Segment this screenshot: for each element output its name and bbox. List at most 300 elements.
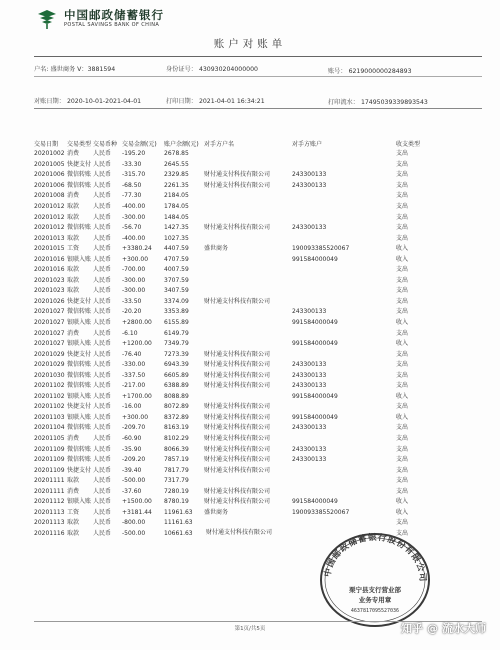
cell-counterparty-account xyxy=(292,349,396,360)
cell-balance: 4707.59 xyxy=(164,255,189,263)
cell-currency: 人民币 xyxy=(93,171,112,179)
cell-type: 微信转账 xyxy=(67,181,92,189)
cell-balance: 6149.79 xyxy=(164,329,189,337)
cell-date: 20201023 xyxy=(34,276,65,284)
cell-amount: -33.30 xyxy=(122,160,142,168)
cell-counterparty: 盛世商务 xyxy=(204,508,229,516)
cell-counterparty xyxy=(204,339,292,350)
cell-counterparty: 财付通支付科技有限公司 xyxy=(204,361,271,369)
cell-counterparty-account xyxy=(292,487,396,498)
cell-date: 20201112 xyxy=(34,498,65,506)
cell-type: 微信转账 xyxy=(67,171,92,179)
cell-currency: 人民币 xyxy=(93,245,112,253)
cell-counterparty: 财付通支付科技有限公司 xyxy=(204,371,271,379)
cell-type: 微信转账 xyxy=(67,424,92,432)
table-row xyxy=(34,181,430,192)
cell-currency: 人民币 xyxy=(93,150,112,158)
cell-income-type: 支出 xyxy=(396,487,409,495)
cell-balance: 1784.05 xyxy=(164,203,189,210)
watermark-author: 流水大师 xyxy=(442,622,486,635)
cell-amount: -300.00 xyxy=(122,287,146,295)
cell-date: 20201002 xyxy=(34,150,65,158)
table-row xyxy=(34,254,430,265)
cell-currency: 人民币 xyxy=(93,287,112,295)
cell-amount: -500.00 xyxy=(122,529,146,537)
cell-income-type: 支出 xyxy=(396,171,409,179)
cell-type: 消费 xyxy=(67,487,80,495)
table-row xyxy=(34,497,430,508)
cell-counterparty-account: 243300133 xyxy=(292,445,327,453)
cell-type: 微信转账 xyxy=(67,361,92,369)
table-row xyxy=(34,244,430,255)
cell-currency: 人民币 xyxy=(93,319,112,327)
cell-balance: 7280.19 xyxy=(164,487,189,495)
cell-amount: -60.90 xyxy=(122,435,142,443)
cell-type: 消费 xyxy=(67,329,80,337)
table-row xyxy=(34,265,430,276)
cell-amount: -217.00 xyxy=(122,382,146,390)
table-row xyxy=(34,413,430,424)
cell-currency: 人民币 xyxy=(93,413,112,421)
cell-amount: -6.10 xyxy=(122,329,138,337)
cell-counterparty-account xyxy=(292,160,396,171)
cell-amount: -209.70 xyxy=(122,424,146,432)
cell-amount: +300.00 xyxy=(122,255,149,263)
cell-income-type: 收入 xyxy=(396,392,409,400)
cell-amount: -33.50 xyxy=(122,297,142,305)
cell-counterparty-account xyxy=(292,286,396,297)
cell-counterparty xyxy=(204,233,292,244)
cell-counterparty-account xyxy=(292,328,396,339)
table-row xyxy=(34,465,430,476)
cell-date: 20201111 xyxy=(34,477,65,485)
statement-period: 对账日期： 2020-10-01-2021-04-01 xyxy=(34,98,142,105)
cell-counterparty-account xyxy=(292,276,396,287)
account-number: 账号： 6219000000284893 xyxy=(328,68,412,75)
cell-income-type: 支出 xyxy=(396,456,409,464)
cell-currency: 人民币 xyxy=(93,508,112,516)
cell-currency: 人民币 xyxy=(93,424,112,432)
cell-balance: 4407.59 xyxy=(164,245,189,253)
cell-counterparty-account: 991584000049 xyxy=(292,319,338,327)
cell-currency: 人民币 xyxy=(93,255,112,263)
cell-date: 20201109 xyxy=(34,445,65,453)
cell-type: 快捷支付 xyxy=(67,403,92,411)
cell-type: 微信转账 xyxy=(67,371,92,379)
cell-counterparty-account xyxy=(292,465,396,476)
cell-date: 20201006 xyxy=(34,171,65,179)
cell-currency: 人民币 xyxy=(93,266,112,274)
cell-type: 取款 xyxy=(67,266,80,274)
cell-income-type: 支出 xyxy=(396,466,409,474)
col-balance: 账户余额(元) xyxy=(164,141,199,148)
cell-type: 消费 xyxy=(67,192,80,200)
cell-counterparty-account xyxy=(292,149,396,160)
cell-date: 20201012 xyxy=(34,203,65,210)
cell-counterparty-account xyxy=(292,476,396,487)
cell-balance: 8072.89 xyxy=(164,403,189,411)
table-row xyxy=(34,286,430,297)
cell-date: 20201111 xyxy=(34,487,65,495)
cell-currency: 人民币 xyxy=(93,329,112,337)
table-row xyxy=(34,476,430,487)
cell-amount: -56.70 xyxy=(122,224,142,232)
cell-type: 取款 xyxy=(67,276,80,284)
cell-type: 银联入账 xyxy=(67,413,92,421)
cell-amount: -37.60 xyxy=(122,487,142,495)
cell-date: 20201030 xyxy=(34,371,65,379)
cell-date: 20201027 xyxy=(34,329,65,337)
cell-date: 20201008 xyxy=(34,192,65,200)
cell-income-type: 支出 xyxy=(396,529,409,537)
cell-currency: 人民币 xyxy=(93,445,112,453)
cell-balance: 1027.35 xyxy=(164,234,189,242)
cell-amount: +3181.44 xyxy=(122,508,152,516)
cell-income-type: 支出 xyxy=(396,424,409,432)
watermark-site: 知乎 xyxy=(401,622,423,635)
cell-date: 20201102 xyxy=(34,382,65,390)
cell-currency: 人民币 xyxy=(93,224,112,232)
cell-amount: -76.40 xyxy=(122,350,142,358)
cell-currency: 人民币 xyxy=(93,456,112,464)
cell-counterparty-account: 991584000049 xyxy=(292,255,338,263)
cell-counterparty-account: 243300133 xyxy=(292,224,327,232)
cell-date: 20201012 xyxy=(34,213,65,221)
transaction-table xyxy=(34,138,430,539)
cell-counterparty: 财付通支付科技有限公司 xyxy=(204,435,271,443)
cell-income-type: 收入 xyxy=(396,319,409,327)
cell-counterparty: 财付通支付科技有限公司 xyxy=(204,466,271,474)
cell-date: 20201113 xyxy=(34,519,65,527)
cell-balance: 7349.79 xyxy=(164,340,189,348)
col-counterparty-account: 对手方账户 xyxy=(292,141,323,148)
cell-balance: 2645.55 xyxy=(164,160,189,168)
cell-date: 20201029 xyxy=(34,350,65,358)
table-row xyxy=(34,370,430,381)
cell-type: 取款 xyxy=(67,213,80,221)
table-row xyxy=(34,339,430,350)
cell-currency: 人民币 xyxy=(93,308,112,316)
cell-date: 20201027 xyxy=(34,308,65,316)
cell-income-type: 收入 xyxy=(396,245,409,253)
cell-income-type: 支出 xyxy=(396,382,409,390)
table-row xyxy=(34,508,430,519)
title-divider xyxy=(34,56,482,57)
cell-income-type: 支出 xyxy=(396,445,409,453)
seal-stamp-icon xyxy=(316,528,434,628)
cell-income-type: 支出 xyxy=(396,224,409,232)
cell-balance: 1427.35 xyxy=(164,224,189,232)
cell-date: 20201109 xyxy=(34,466,65,474)
table-row xyxy=(34,328,430,339)
cell-income-type: 支出 xyxy=(396,477,409,485)
cell-type: 取款 xyxy=(67,287,80,295)
cell-counterparty-account xyxy=(292,212,396,223)
cell-type: 微信转账 xyxy=(67,456,92,464)
cell-amount: +3380.24 xyxy=(122,245,152,253)
cell-amount: -39.40 xyxy=(122,466,142,474)
cell-type: 快捷支付 xyxy=(67,350,92,358)
cell-income-type: 支出 xyxy=(396,234,409,242)
cell-income-type: 支出 xyxy=(396,203,409,210)
seal-ring-text: 中国邮政储蓄银行股份有限公司 xyxy=(322,532,428,583)
cell-counterparty xyxy=(204,286,292,297)
cell-type: 银联入账 xyxy=(67,498,92,506)
cell-date: 20201015 xyxy=(34,245,65,253)
cell-currency: 人民币 xyxy=(93,213,112,221)
cell-date: 20201026 xyxy=(34,297,65,305)
svg-text:中国邮政储蓄银行股份有限公司 xyxy=(322,532,428,583)
cell-counterparty: 财付通支付科技有限公司 xyxy=(204,350,271,358)
cell-income-type: 收入 xyxy=(396,255,409,263)
cell-amount: -330.00 xyxy=(122,361,146,369)
cell-amount: -77.30 xyxy=(122,192,142,200)
table-row xyxy=(34,455,430,466)
cell-type: 银联入账 xyxy=(67,392,92,400)
cell-date: 20201012 xyxy=(34,224,65,232)
cell-counterparty-account: 190093385520067 xyxy=(292,508,350,516)
bank-name-cn: 中国邮政储蓄银行 xyxy=(64,8,164,22)
cell-counterparty xyxy=(204,254,292,265)
cell-amount: -20.20 xyxy=(122,308,142,316)
cell-counterparty: 财付通支付科技有限公司 xyxy=(204,445,271,453)
cell-balance: 2329.85 xyxy=(164,171,189,179)
cell-counterparty xyxy=(204,307,292,318)
cell-balance: 3707.59 xyxy=(164,276,189,284)
cell-income-type: 支出 xyxy=(396,519,409,527)
seal-line2: 业务专用章 xyxy=(358,596,392,604)
cell-balance: 11161.63 xyxy=(164,519,193,527)
cell-date: 20201109 xyxy=(34,456,65,464)
cell-income-type: 支出 xyxy=(396,160,409,168)
cell-counterparty-account: 243300133 xyxy=(292,181,327,189)
cell-counterparty xyxy=(204,318,292,329)
table-row xyxy=(34,487,430,498)
transaction-rows xyxy=(34,149,430,539)
seal-line1: 栗宁县支行营业部 xyxy=(349,586,401,594)
cell-counterparty: 财付通支付科技有限公司 xyxy=(204,456,271,464)
cell-counterparty-account: 991584000049 xyxy=(292,413,338,421)
table-row xyxy=(34,434,430,445)
cell-balance: 8372.89 xyxy=(164,413,189,421)
cell-date: 20201013 xyxy=(34,234,65,242)
cell-counterparty: 财付通支付科技有限公司 xyxy=(204,487,271,495)
cell-counterparty-account: 991584000049 xyxy=(292,392,338,400)
table-row xyxy=(34,149,430,160)
cell-amount: -500.00 xyxy=(122,477,146,485)
table-row xyxy=(34,444,430,455)
cell-amount: +1200.00 xyxy=(122,340,152,348)
cell-counterparty-account: 243300133 xyxy=(292,456,327,464)
table-row xyxy=(34,392,430,403)
cell-currency: 人民币 xyxy=(93,350,112,358)
cell-type: 取款 xyxy=(67,203,80,210)
table-row xyxy=(34,212,430,223)
cell-balance: 10661.63 xyxy=(164,529,193,537)
document-title: 账户对账单 xyxy=(213,38,287,50)
cell-counterparty-account: 243300133 xyxy=(292,361,327,369)
cell-amount: -315.70 xyxy=(122,171,146,179)
cell-balance: 7273.39 xyxy=(164,350,189,358)
col-currency: 交易币种 xyxy=(93,141,118,148)
cell-income-type: 支出 xyxy=(396,403,409,411)
cell-counterparty-account xyxy=(292,265,396,276)
cell-income-type: 收入 xyxy=(396,508,409,516)
table-row xyxy=(34,360,430,371)
cell-date: 20201113 xyxy=(34,508,65,516)
account-name: 户名: 盛世商务 V：3881594 xyxy=(34,66,116,73)
cell-balance: 8163.19 xyxy=(164,424,189,432)
cell-counterparty: 盛世商务 xyxy=(204,245,229,253)
cell-type: 取款 xyxy=(67,529,80,537)
cell-balance: 7857.19 xyxy=(164,456,189,464)
cell-date: 20201005 xyxy=(34,160,65,168)
cell-type: 消费 xyxy=(67,435,80,443)
cell-income-type: 收入 xyxy=(396,413,409,421)
cell-balance: 3374.09 xyxy=(164,297,189,305)
cell-amount: -337.50 xyxy=(122,371,146,379)
cell-amount: -300.00 xyxy=(122,276,146,284)
cell-currency: 人民币 xyxy=(93,234,112,242)
cell-date: 20201016 xyxy=(34,266,65,274)
cell-currency: 人民币 xyxy=(93,160,112,168)
cell-date: 20201027 xyxy=(34,340,65,348)
table-row xyxy=(34,223,430,234)
cell-amount: -195.20 xyxy=(122,150,146,158)
cell-counterparty-account: 991584000049 xyxy=(292,498,338,506)
cell-date: 20201102 xyxy=(34,392,65,400)
cell-date: 20201029 xyxy=(34,361,65,369)
cell-currency: 人民币 xyxy=(93,276,112,284)
cell-date: 20201016 xyxy=(34,255,65,263)
table-row xyxy=(34,202,430,213)
cell-type: 快捷支付 xyxy=(67,466,92,474)
cell-currency: 人民币 xyxy=(93,382,112,390)
cell-counterparty xyxy=(204,276,292,287)
cell-date: 20201102 xyxy=(34,403,65,411)
cell-currency: 人民币 xyxy=(93,340,112,348)
cell-amount: -700.00 xyxy=(122,266,146,274)
id-number: 身份证号： 430930204000000 xyxy=(166,66,258,73)
cell-income-type: 支出 xyxy=(396,192,409,200)
cell-type: 微信转账 xyxy=(67,382,92,390)
cell-counterparty-account: 991584000049 xyxy=(292,340,338,348)
cell-type: 工资 xyxy=(67,508,80,516)
col-counterparty: 对手方户名 xyxy=(204,141,235,148)
cell-balance: 2184.05 xyxy=(164,192,189,200)
table-row xyxy=(34,160,430,171)
cell-type: 银联入账 xyxy=(67,255,92,263)
cell-counterparty-account: 243300133 xyxy=(292,382,327,390)
cell-amount: +300.00 xyxy=(122,413,149,421)
cell-counterparty-account xyxy=(292,402,396,413)
cell-counterparty: 财付通支付科技有限公司 xyxy=(204,498,271,506)
cell-balance: 8102.29 xyxy=(164,435,189,443)
cell-currency: 人民币 xyxy=(93,392,112,400)
cell-type: 银联入账 xyxy=(67,340,92,348)
cell-type: 快捷支付 xyxy=(67,297,92,305)
cell-counterparty-account: 243300133 xyxy=(292,424,327,432)
cell-type: 微信转账 xyxy=(67,224,92,232)
cell-counterparty-account xyxy=(292,434,396,445)
cell-balance: 8066.39 xyxy=(164,445,189,453)
cell-balance: 6605.89 xyxy=(164,371,189,379)
watermark xyxy=(401,620,486,636)
cell-counterparty: 财付通支付科技有限公司 xyxy=(204,297,271,305)
cell-currency: 人民币 xyxy=(93,487,112,495)
cell-amount: -35.90 xyxy=(122,445,142,453)
cell-type: 银联入账 xyxy=(67,319,92,327)
cell-counterparty-account: 190093385520067 xyxy=(292,245,350,253)
cell-counterparty-account xyxy=(292,233,396,244)
cell-amount: -400.00 xyxy=(122,234,146,242)
cell-income-type: 支出 xyxy=(396,308,409,316)
cell-type: 取款 xyxy=(67,234,80,242)
cell-balance: 11961.63 xyxy=(164,508,193,516)
cell-counterparty xyxy=(204,149,292,160)
table-row xyxy=(34,381,430,392)
bank-logo xyxy=(36,8,164,30)
cell-counterparty-account: 243300133 xyxy=(292,308,327,316)
cell-counterparty: 财付通支付科技有限公司 xyxy=(204,171,271,179)
table-row xyxy=(34,423,430,434)
cell-income-type: 支出 xyxy=(396,371,409,379)
cell-income-type: 支出 xyxy=(396,276,409,284)
cell-income-type: 支出 xyxy=(396,266,409,274)
cell-date: 20201103 xyxy=(34,413,65,421)
cell-type: 微信转账 xyxy=(67,445,92,453)
cell-counterparty xyxy=(204,160,292,171)
info-divider-2 xyxy=(34,108,482,109)
cell-currency: 人民币 xyxy=(93,529,112,537)
cell-amount: -400.00 xyxy=(122,203,146,210)
cell-currency: 人民币 xyxy=(93,477,112,485)
cell-currency: 人民币 xyxy=(93,466,112,474)
cell-counterparty: 财付通支付科技有限公司 xyxy=(204,382,271,390)
cell-currency: 人民币 xyxy=(93,403,112,411)
cell-currency: 人民币 xyxy=(93,297,112,305)
cell-currency: 人民币 xyxy=(93,371,112,379)
cell-counterparty: 财付通支付科技有限公司 xyxy=(204,413,271,421)
cell-amount: -68.50 xyxy=(122,181,142,189)
cell-balance: 8088.89 xyxy=(164,392,189,400)
col-type: 交易类型 xyxy=(67,141,92,148)
bank-seal xyxy=(316,528,434,628)
cell-balance: 6155.89 xyxy=(164,319,189,327)
cell-balance: 2261.35 xyxy=(164,181,189,189)
cell-date: 20201027 xyxy=(34,319,65,327)
cell-amount: -16.00 xyxy=(122,403,142,411)
cell-currency: 人民币 xyxy=(93,181,112,189)
table-row xyxy=(34,233,430,244)
cell-date: 20201116 xyxy=(34,529,65,537)
bank-name-en: POSTAL SAVINGS BANK OF CHINA xyxy=(64,22,160,28)
psbc-logo-icon xyxy=(36,8,58,30)
cell-income-type: 支出 xyxy=(396,329,409,337)
table-row xyxy=(34,170,430,181)
cell-currency: 人民币 xyxy=(93,203,112,210)
watermark-at: @ xyxy=(427,621,438,635)
cell-currency: 人民币 xyxy=(93,361,112,369)
col-income-type: 收支类型 xyxy=(396,141,421,148)
cell-amount: +1500.00 xyxy=(122,498,152,506)
cell-amount: +1700.00 xyxy=(122,392,152,400)
seal-line3: 4637817095527036 xyxy=(350,608,400,614)
cell-date: 20201006 xyxy=(34,181,65,189)
cell-income-type: 支出 xyxy=(396,287,409,295)
cell-date: 20201104 xyxy=(34,424,65,432)
cell-amount: +2800.00 xyxy=(122,319,152,327)
